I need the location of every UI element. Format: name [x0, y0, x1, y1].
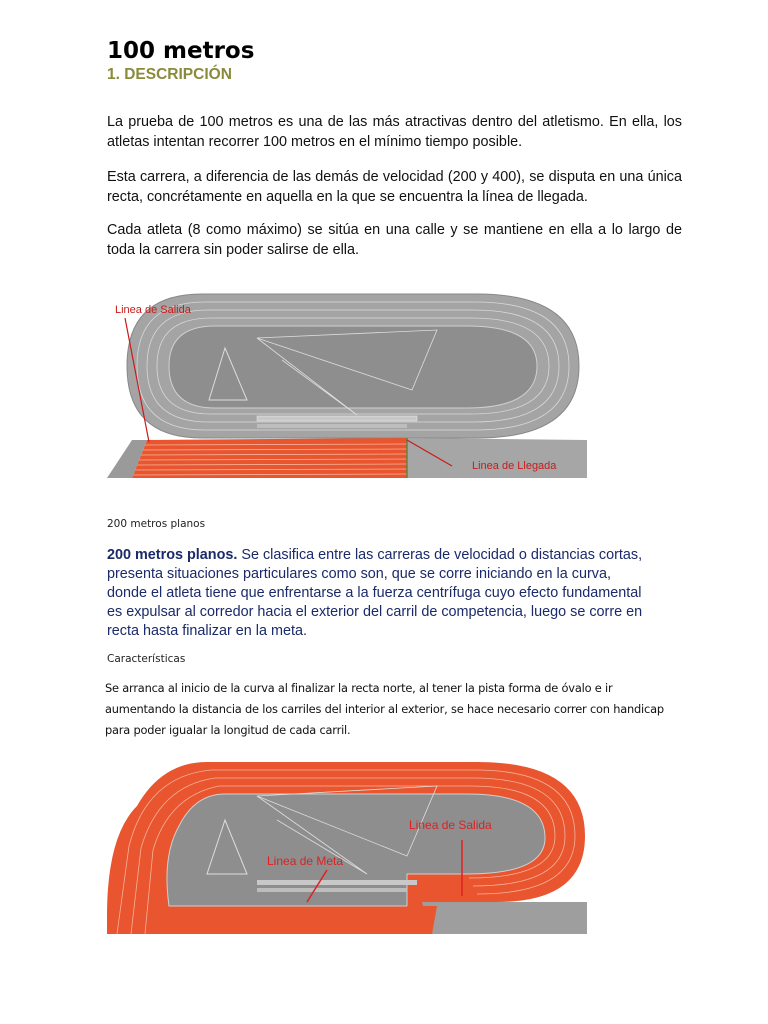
label-linea-llegada: Linea de Llegada: [472, 460, 557, 472]
heading-caracteristicas: Características: [107, 653, 186, 665]
heading-200-metros: 200 metros planos: [107, 518, 206, 530]
paragraph-caracteristicas: Se arranca al inicio de la curva al finalizar la recta norte, al tener la pista forma de óvalo e ir aumentando la distancia de los carriles del interior al exterior, se hace necesario correr con handicap para poder igualar la longitud de cada carril.: [105, 681, 664, 737]
track-illustration-200m: [107, 756, 587, 936]
paragraph-200-text: Se clasifica entre las carreras de velocidad o distancias cortas, presenta situaciones particulares como son, que se corre iniciando en la curva, donde el atleta tiene que enfrentarse a la fuerza centrífuga cuyo efecto fundamental es expulsar al corredor hacia el exterior del carril de competencia, luego se corre en recta hasta finalizar en la meta.: [107, 547, 643, 639]
section-subtitle: 1. DESCRIPCIÓN: [107, 66, 232, 83]
paragraph-3: Cada atleta (8 como máximo) se sitúa en una calle y se mantiene en ella a lo largo de toda la carrera sin poder salirse de ella.: [107, 222, 682, 258]
paragraph-200-metros: [107, 546, 652, 641]
paragraph-2: Esta carrera, a diferencia de las demás de velocidad (200 y 400), se disputa en una única recta, concrétamente en aquella en la que se encuentra la línea de llegada.: [107, 169, 682, 205]
paragraph-200-lead: 200 metros planos.: [107, 547, 238, 563]
paragraph-1: La prueba de 100 metros es una de las más atractivas dentro del atletismo. En ella, los atletas intentan recorrer 100 metros en el mínimo tiempo posible.: [107, 114, 682, 150]
label-linea-salida-200: Linea de Salida: [409, 818, 492, 832]
track-figure-100m: [107, 280, 587, 480]
track-figure-200m: [107, 756, 587, 936]
label-linea-salida: Linea de Salida: [115, 304, 191, 316]
page-title: 100 metros: [107, 38, 255, 64]
label-linea-meta: Linea de Meta: [267, 854, 344, 868]
